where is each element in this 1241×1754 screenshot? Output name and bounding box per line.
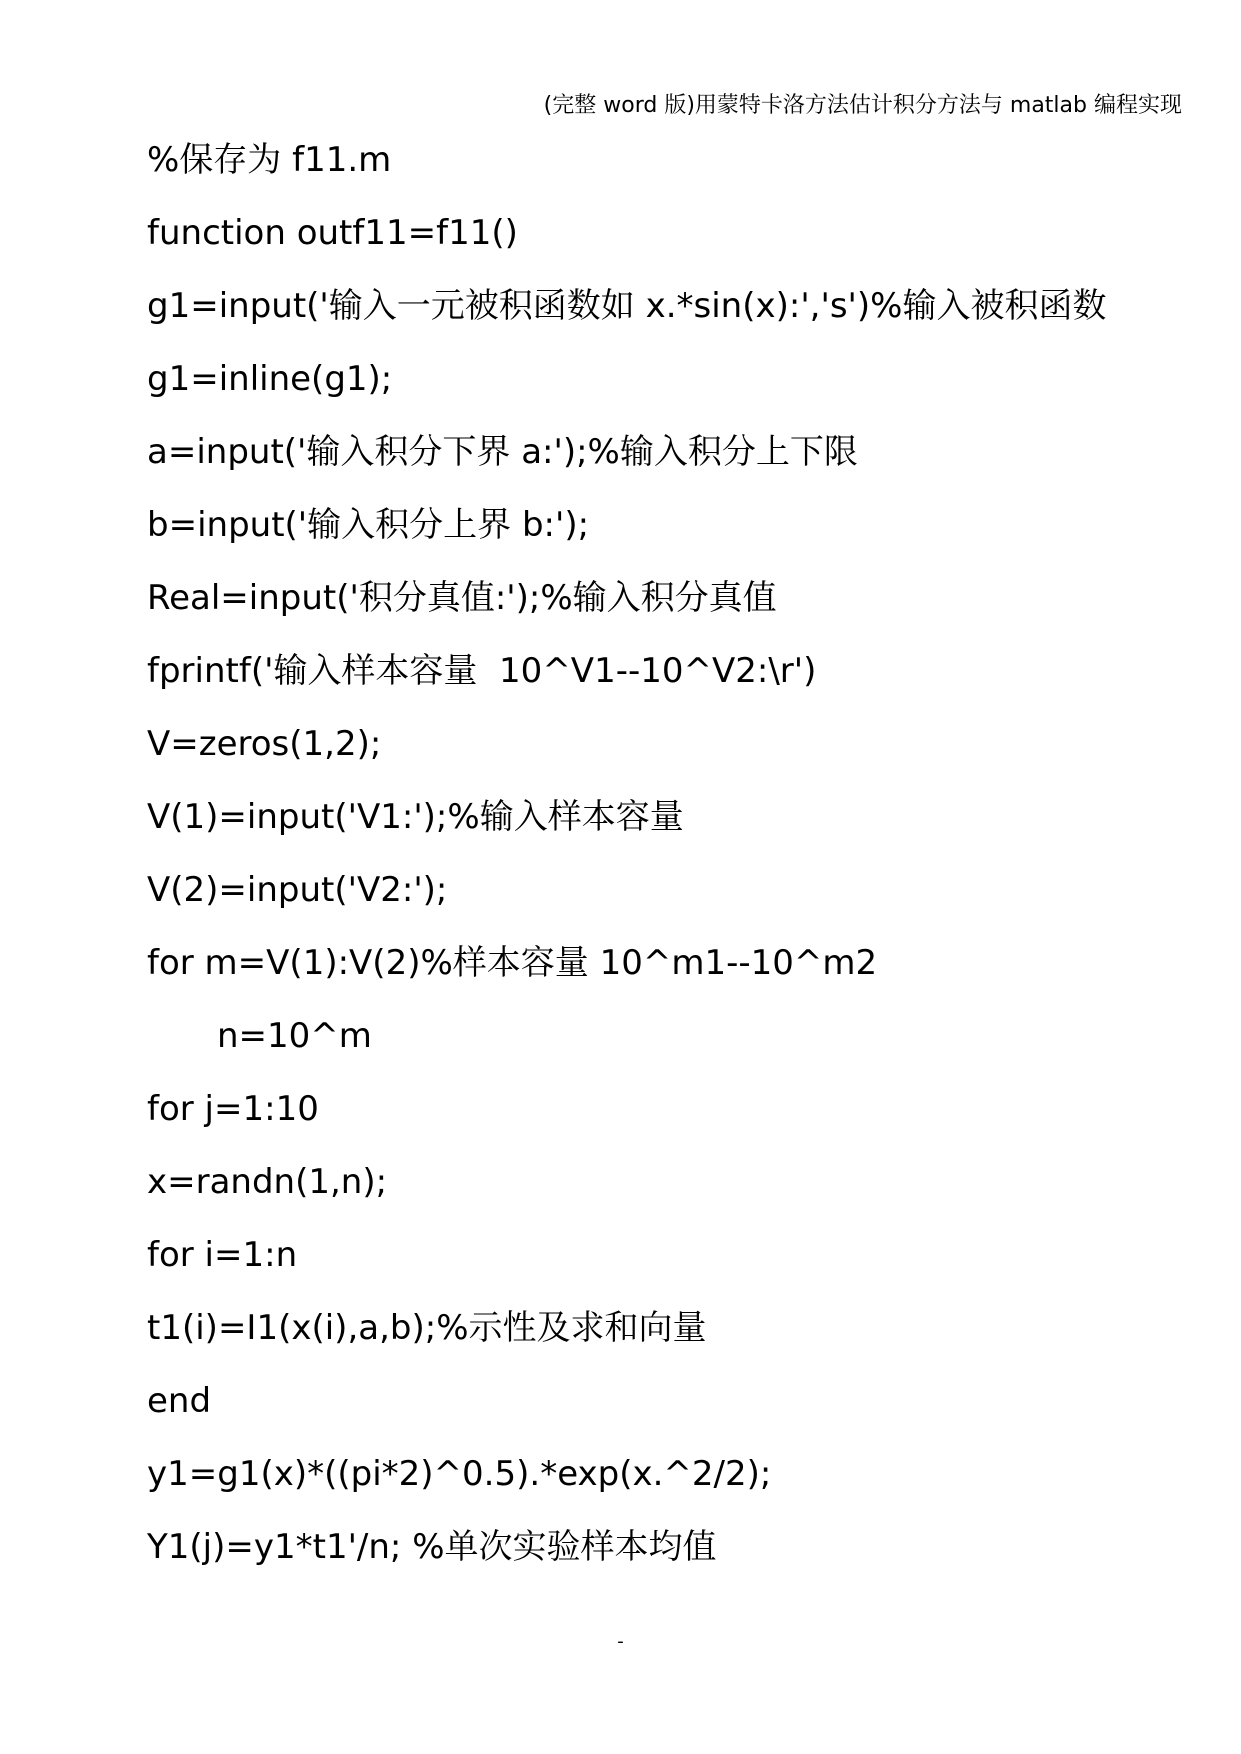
code-line: b=input('输入积分上界 b:'); (147, 505, 590, 545)
page-header: (完整 word 版)用蒙特卡洛方法估计积分方法与 matlab 编程实现 (543, 93, 1182, 118)
code-line-indented: n=10^m (217, 1016, 372, 1056)
page-footer-mark: - (617, 1631, 624, 1652)
code-line: g1=input('输入一元被积函数如 x.*sin(x):','s')%输入被积函数 (147, 286, 1107, 326)
code-line: fprintf('输入样本容量 10^V1--10^V2:\r') (147, 651, 817, 691)
code-line: end (147, 1381, 212, 1421)
code-line: for i=1:n (147, 1235, 298, 1275)
code-line: V=zeros(1,2); (147, 724, 382, 764)
code-listing (147, 136, 1106, 1596)
code-line: for j=1:10 (147, 1089, 319, 1129)
code-line: for m=V(1):V(2)%样本容量 10^m1--10^m2 (147, 943, 878, 983)
code-line: y1=g1(x)*((pi*2)^0.5).*exp(x.^2/2); (147, 1454, 772, 1494)
code-line: %保存为 f11.m (147, 140, 392, 180)
code-line: x=randn(1,n); (147, 1162, 388, 1202)
code-line: g1=inline(g1); (147, 359, 393, 399)
code-line: V(1)=input('V1:');%输入样本容量 (147, 797, 684, 837)
code-line: function outf11=f11() (147, 213, 518, 253)
code-line: t1(i)=I1(x(i),a,b);%示性及求和向量 (147, 1308, 707, 1348)
code-line: a=input('输入积分下界 a:');%输入积分上下限 (147, 432, 858, 472)
code-line: V(2)=input('V2:'); (147, 870, 448, 910)
code-line: Y1(j)=y1*t1'/n; %单次实验样本均值 (147, 1527, 717, 1567)
code-line: Real=input('积分真值:');%输入积分真值 (147, 578, 777, 618)
